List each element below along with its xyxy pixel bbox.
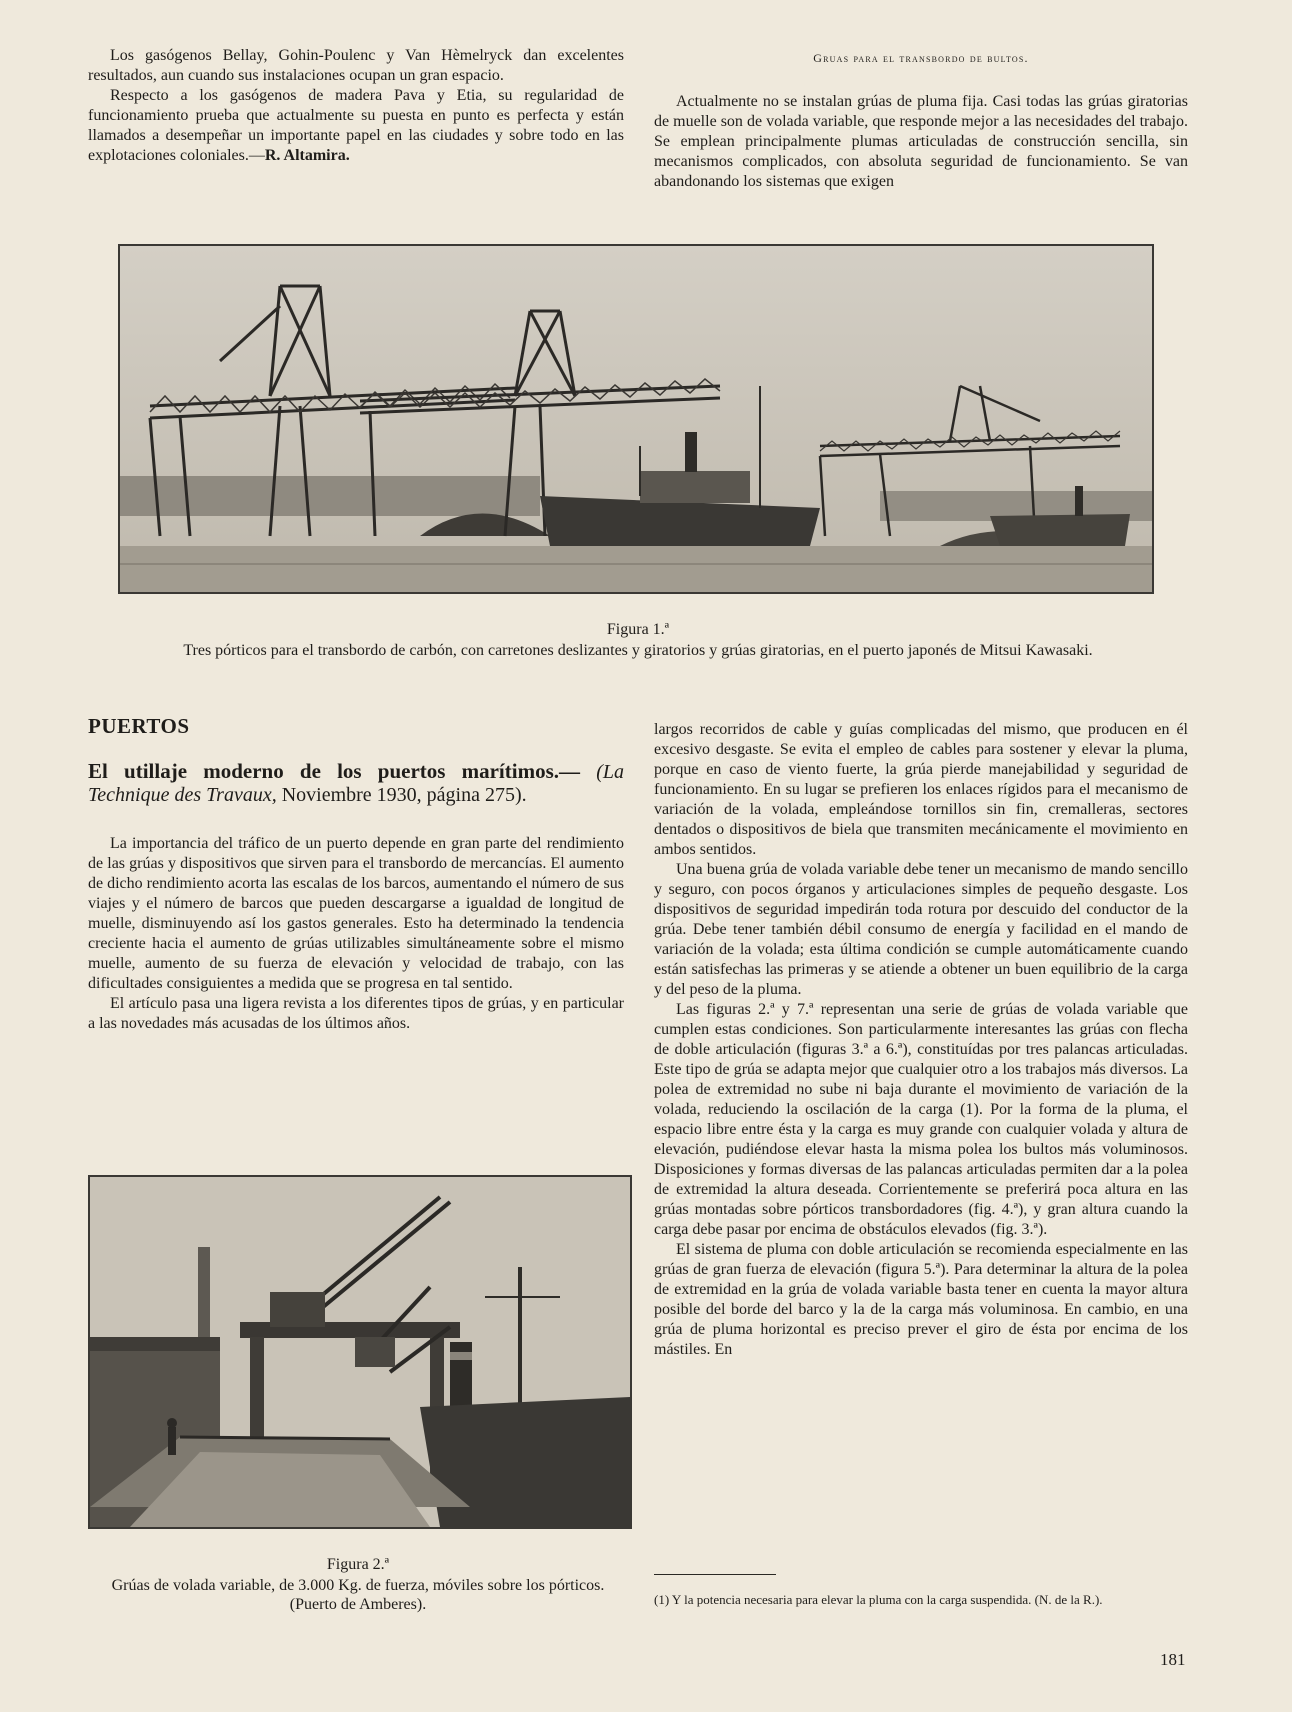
- figure-1-caption-text: Tres pórticos para el transbordo de carbón, con carretones deslizantes y giratorios y grúas giratorias, en el puerto japonés de Mitsui Kawasaki.: [183, 642, 1093, 659]
- paragraph: Actualmente no se instalan grúas de pluma fija. Casi todas las grúas giratorias de muelle son de volada variable, que responde mejor a las necesidades del trabajo. Se emplean principalmente plumas articuladas de construcción sencilla, sin mecanismos complicados, con absoluta seguridad de funcionamiento. Se van abandonando los sistemas que exigen: [654, 93, 1188, 190]
- paragraph: Las figuras 2.ª y 7.ª representan una serie de grúas de volada variable que cumplen estas condiciones. Son particularmente interesantes las grúas con flecha de doble articulación (figuras 3.ª a 6.ª), constituídas por tres palancas articuladas. Este tipo de grúa se adapta mejor que cualquier otro a los trabajos más diversos. La polea de extremidad no sube ni baja durante el movimiento de variación de la volada, reduciendo la oscilación de la carga (1). Por la forma de la pluma, el espacio libre entre ésta y la carga es muy grande con cualquier volada y altura de elevación, pudiéndose elevar hasta la misma polea los bultos más voluminosos. Disposiciones y formas diversas de las palancas articuladas permiten dar a la polea de extremidad la altura deseada. Corrientemente se preferirá poca altura en las grúas montadas sobre pórticos transbordadores (fig. 4.ª), y gran altura cuando la carga debe pasar por encima de obstáculos elevados (fig. 3.ª).: [654, 1001, 1188, 1238]
- gantry-cranes-illustration: [120, 246, 1152, 592]
- author-signature: R. Altamira.: [264, 147, 350, 164]
- figure-2-label: Figura 2.ª: [326, 1556, 390, 1573]
- figure-1-caption: [88, 620, 1188, 660]
- top-left-column: [88, 46, 624, 166]
- figure-1-label: Figura 1.ª: [606, 621, 670, 638]
- paragraph: El sistema de pluma con doble articulación se recomienda especialmente en las grúas de gran fuerza de elevación (figura 5.ª). Para determinar la altura de la polea de extremidad en la grúa de volada variable basta tener en cuenta la mayor altura posible del borde del barco y la de la carga más voluminosa. En cambio, en una grúa de pluma horizontal es preciso prever el giro de ésta por encima de los mástiles. En: [654, 1241, 1188, 1358]
- luffing-cranes-illustration: [90, 1177, 630, 1527]
- article-source-journal: (La Technique des Travaux,: [88, 761, 624, 806]
- paragraph: La importancia del tráfico de un puerto depende en gran parte del rendimiento de las grúas y dispositivos que sirven para el transbordo de mercancías. El aumento de dicho rendimiento acorta las escalas de los barcos, aumentando el número de sus viajes y el número de barcos que pueden descargarse a igualdad de longitud de muelle, disminuyendo así los gastos generales. Esto ha determinado la tendencia creciente hacia el aumento de grúas utilizables simultáneamente sobre el mismo muelle, aumento de su fuerza de elevación y velocidad de trabajo, con las dificultades consiguientes a medida que se progresa en tal sentido.: [88, 835, 624, 992]
- top-right-column: [654, 48, 1188, 192]
- paragraph-text: Respecto a los gasógenos de madera Pava y Etia, su regularidad de funcionamiento prueba que actualmente su puesta en punto es perfecta y están llamados a desempeñar un importante papel en las ciudades y sobre todo en las explotaciones coloniales.—: [88, 87, 624, 164]
- article-source-date: Noviembre 1930, página 275).: [281, 784, 527, 806]
- figure-2-photo: [88, 1175, 632, 1529]
- article-title: [88, 760, 624, 806]
- page-number: 181: [1160, 1650, 1186, 1669]
- subsection-heading: Gruas para el transbordo de bultos.: [813, 51, 1029, 65]
- paragraph: El artículo pasa una ligera revista a los diferentes tipos de grúas, y en particular a las novedades más acusadas de los últimos años.: [88, 995, 624, 1032]
- footnote-rule: [654, 1574, 776, 1575]
- article-title-text: El utillaje moderno de los puertos marítimos.—: [88, 759, 581, 783]
- left-column-article: [88, 716, 624, 1034]
- paragraph: largos recorridos de cable y guías complicadas del mismo, que producen en él excesivo desgaste. Se evita el empleo de cables para sostener y elevar la pluma, porque en caso de viento fuerte, la grúa pierde manejabilidad y seguridad de funcionamiento. En su lugar se prefieren los enlaces rígidos para el mecanismo de variación de la volada, empleándose tornillos sin fin, cremalleras, sectores dentados o dispositivos de biela que transmiten mecánicamente el movimiento en ambos sentidos.: [654, 721, 1188, 858]
- right-column: [654, 720, 1188, 1360]
- section-title: PUERTOS: [88, 714, 190, 738]
- figure-2-caption-text: Grúas de volada variable, de 3.000 Kg. de fuerza, móviles sobre los pórticos. (Puerto de Amberes).: [111, 1577, 605, 1613]
- figure-1-photo: [118, 244, 1154, 594]
- paragraph: Una buena grúa de volada variable debe tener un mecanismo de mando sencillo y seguro, con pocos órganos y articulaciones simples de pequeño desgaste. Los dispositivos de seguridad impedirán toda rotura por descuido del conductor de la grúa. Debe tener también débil consumo de energía y facilidad en el mando de variación de la volada; esta última condición se cumple automáticamente cuando están satisfechas las primeras y se atiende a obtener un buen equilibrio de la carga y del peso de la pluma.: [654, 861, 1188, 998]
- paragraph: [88, 86, 624, 166]
- figure-2-caption: [88, 1555, 628, 1614]
- paragraph: Los gasógenos Bellay, Gohin-Poulenc y Van Hèmelryck dan excelentes resultados, aun cuando sus instalaciones ocupan un gran espacio.: [88, 47, 624, 84]
- footnote: (1) Y la potencia necesaria para elevar la pluma con la carga suspendida. (N. de la R.).: [654, 1592, 1103, 1607]
